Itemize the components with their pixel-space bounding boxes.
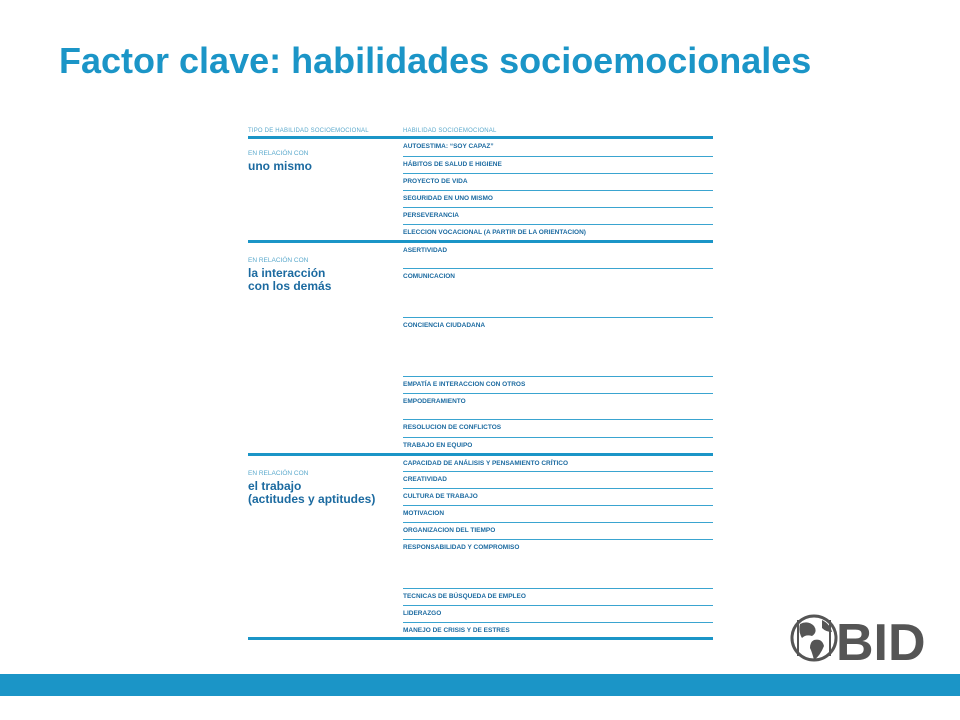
globe-icon: [792, 616, 836, 660]
skill-row: LIDERAZGO: [403, 606, 713, 623]
header-skill: HABILIDAD SOCIOEMOCIONAL: [403, 128, 497, 134]
skill-row: HÁBITOS DE SALUD E HIGIENE: [403, 157, 713, 174]
skill-row: MANEJO DE CRISIS Y DE ESTRES: [403, 627, 510, 634]
skill-row: RESOLUCION DE CONFLICTOS: [403, 420, 713, 438]
slide-title: Factor clave: habilidades socioemocionales: [59, 40, 812, 81]
category-name: uno mismo: [248, 159, 313, 173]
category-uno-mismo: [248, 150, 398, 173]
header-skill-type: TIPO DE HABILIDAD SOCIOEMOCIONAL: [248, 128, 369, 134]
skill-row: CONCIENCIA CIUDADANA: [403, 318, 713, 377]
skill-row: PROYECTO DE VIDA: [403, 174, 713, 191]
category-interaccion: [248, 257, 398, 293]
category-name: el trabajo (actitudes y aptitudes): [248, 479, 376, 506]
bid-logo: [790, 610, 936, 666]
category-trabajo: [248, 470, 398, 506]
skill-row: EMPATÍA E INTERACCION CON OTROS: [403, 377, 713, 394]
skill-row: COMUNICACION: [403, 269, 713, 318]
skill-row: MOTIVACION: [403, 506, 713, 523]
logo-text: BID: [836, 614, 926, 666]
skill-row: CAPACIDAD DE ANÁLISIS Y PENSAMIENTO CRÍTICO: [403, 456, 713, 472]
skill-row: TECNICAS DE BÚSQUEDA DE EMPLEO: [403, 589, 713, 606]
category-prefix: EN RELACIÓN CON: [248, 150, 309, 157]
skill-row: EMPODERAMIENTO: [403, 394, 713, 420]
skill-row: SEGURIDAD EN UNO MISMO: [403, 191, 713, 208]
skill-row: AUTOESTIMA: “SOY CAPAZ”: [403, 139, 713, 157]
footer-bar: [0, 674, 960, 696]
skills-table: [248, 125, 713, 642]
category-name: la interacción con los demás: [248, 266, 332, 293]
skill-row: ASERTIVIDAD: [403, 243, 713, 269]
table-bottom-divider: [248, 637, 713, 640]
category-prefix: EN RELACIÓN CON: [248, 257, 309, 264]
skill-row: CULTURA DE TRABAJO: [403, 489, 713, 506]
skill-row: TRABAJO EN EQUIPO: [403, 442, 473, 449]
category-prefix: EN RELACIÓN CON: [248, 470, 309, 477]
skill-row: ELECCION VOCACIONAL (A PARTIR DE LA ORIENTACION): [403, 229, 586, 236]
skill-row: CREATIVIDAD: [403, 472, 713, 489]
skill-row: PERSEVERANCIA: [403, 208, 713, 225]
skill-row: ORGANIZACION DEL TIEMPO: [403, 523, 713, 540]
skill-row: RESPONSABILIDAD Y COMPROMISO: [403, 540, 713, 589]
